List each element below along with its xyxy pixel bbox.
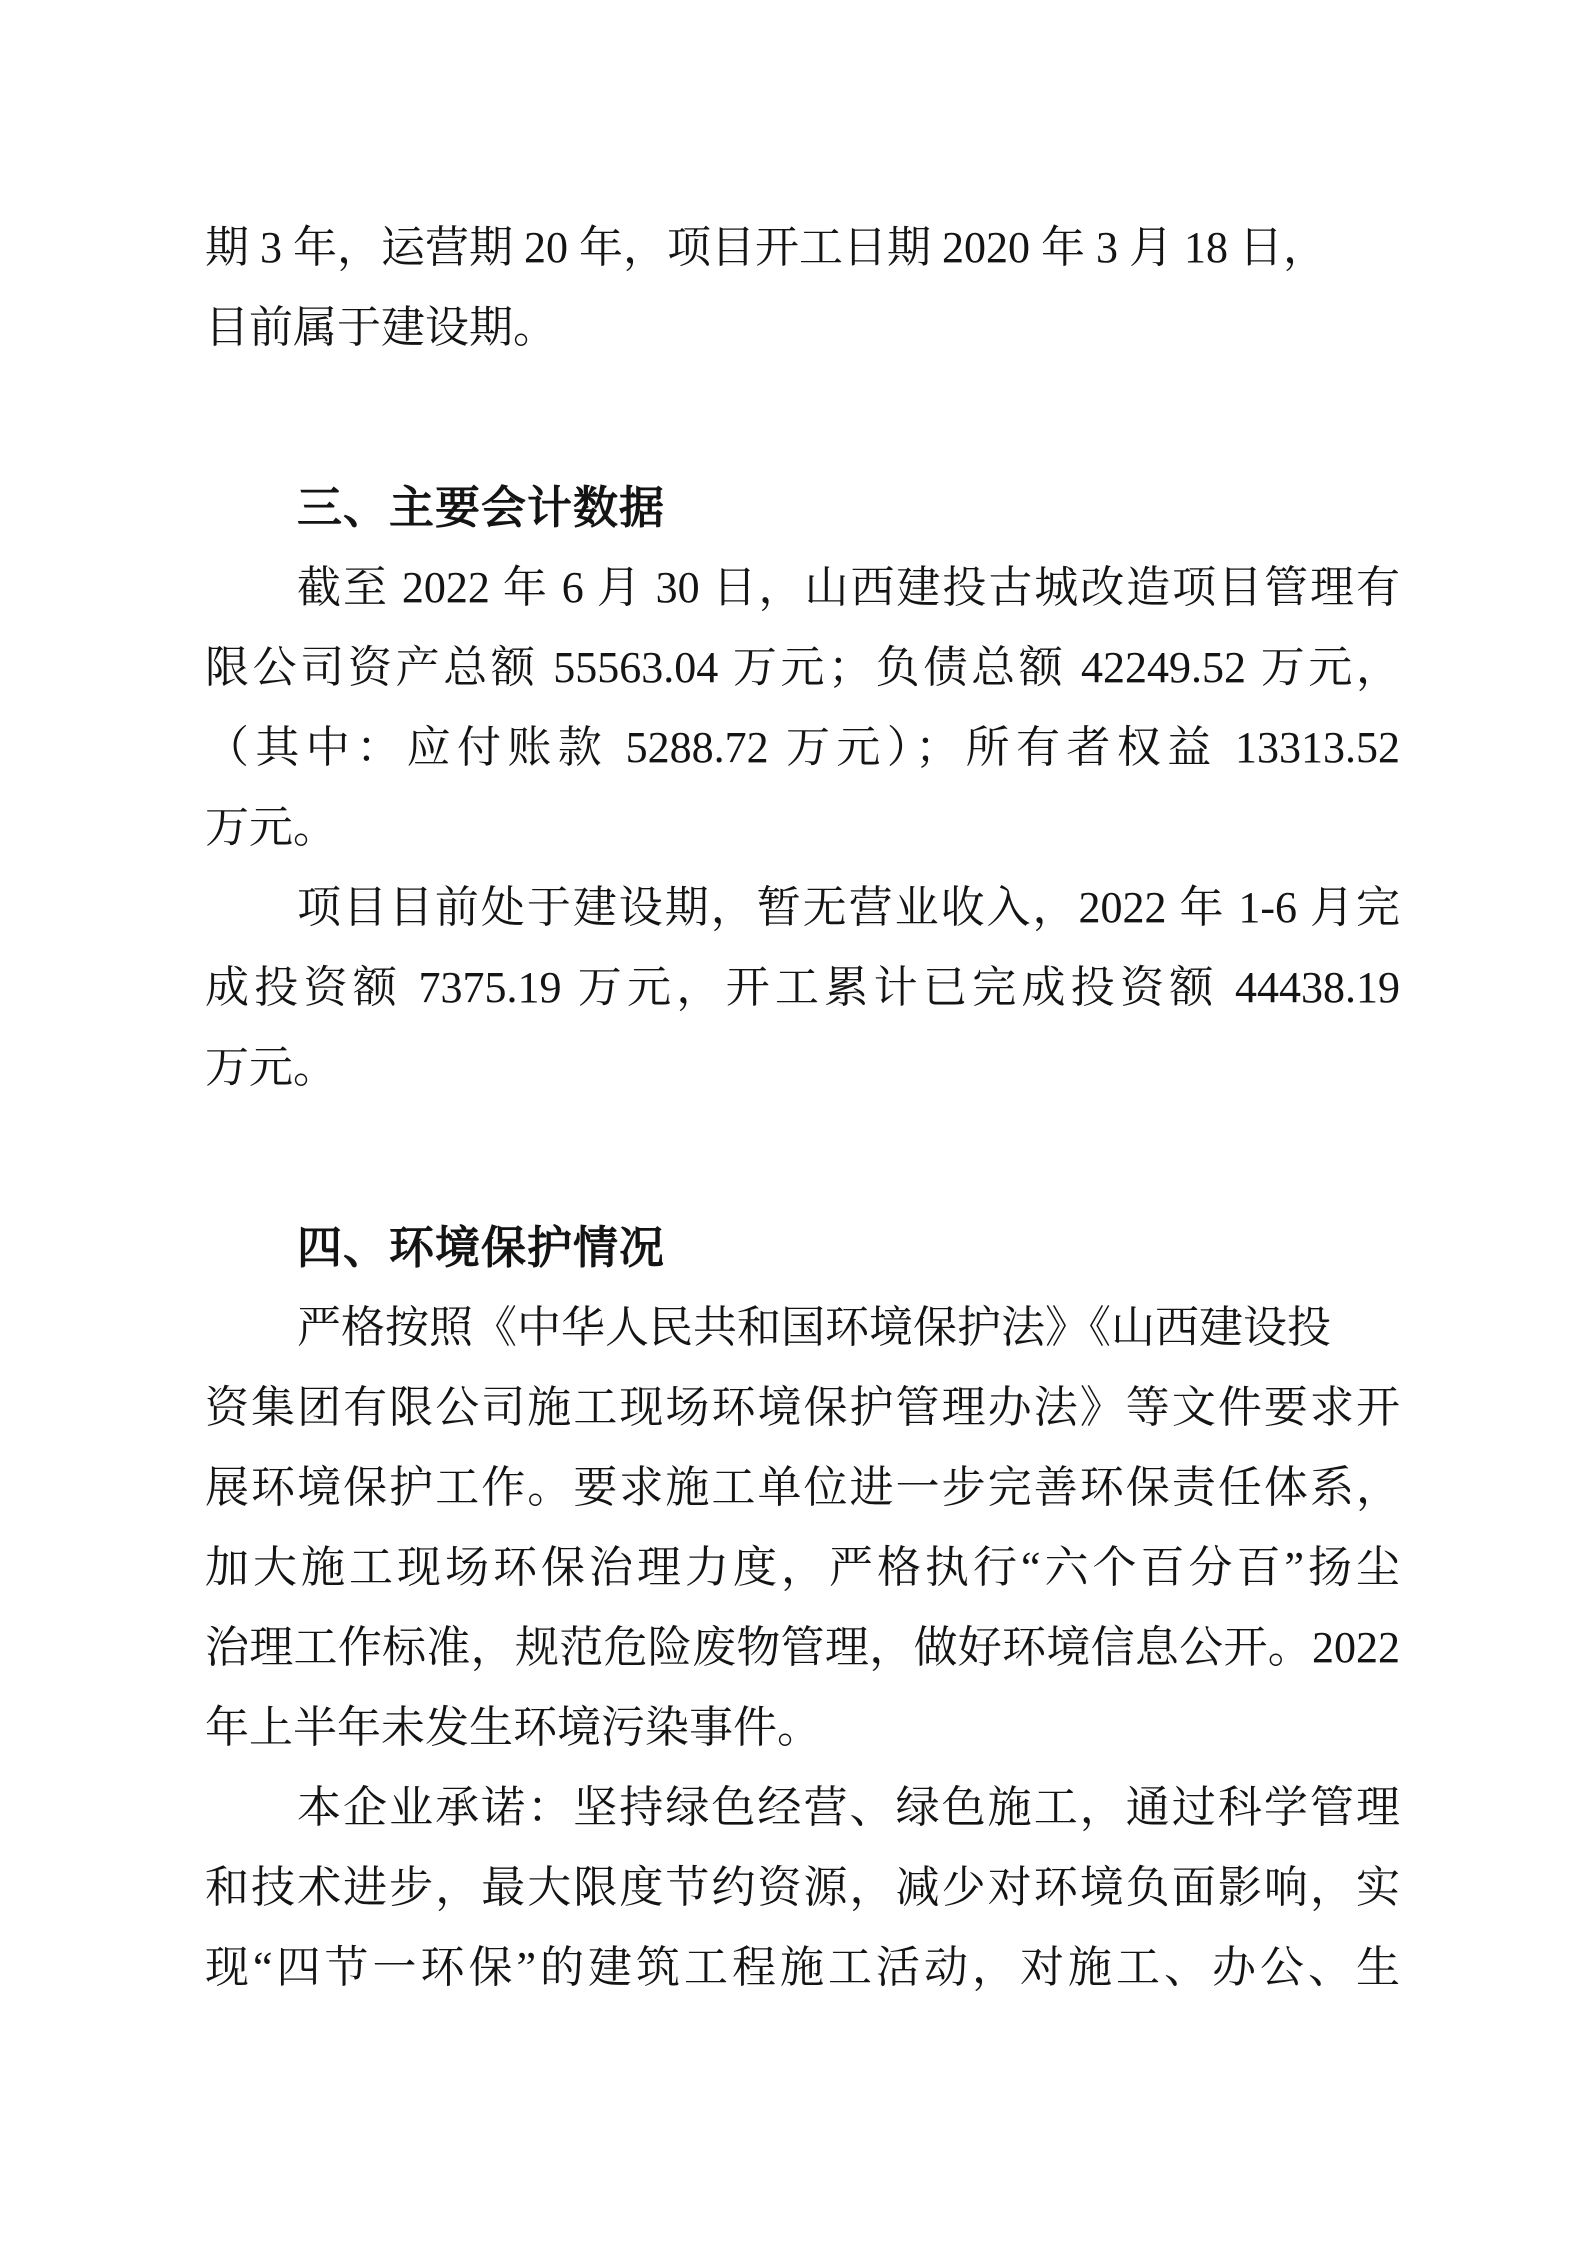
text-line: 现“四节一环保”的建筑工程施工活动，对施工、办公、生 — [205, 1943, 1400, 1992]
blank-line — [205, 1108, 1400, 1208]
text-line: 成投资额 7375.19 万元，开工累计已完成投资额 44438.19 — [205, 963, 1400, 1012]
text-line: 年上半年未发生环境污染事件。 — [205, 1703, 821, 1752]
document-body — [205, 208, 1400, 2008]
text-line: 资集团有限公司施工现场环境保护管理办法》等文件要求开 — [205, 1383, 1400, 1432]
text-line: 截至 2022 年 6 月 30 日，山西建投古城改造项目管理有 — [297, 563, 1400, 612]
text-line: 期 3 年，运营期 20 年，项目开工日期 2020 年 3 月 18 日， — [205, 223, 1327, 272]
text-line: 和技术进步，最大限度节约资源，减少对环境负面影响，实 — [205, 1863, 1400, 1912]
text-line: 项目目前处于建设期，暂无营业收入，2022 年 1-6 月完 — [297, 883, 1400, 932]
text-line: 治理工作标准，规范危险废物管理，做好环境信息公开。2022 — [205, 1623, 1400, 1672]
text-line: 万元。 — [205, 803, 337, 852]
text-line: （其中：应付账款 5288.72 万元）；所有者权益 13313.52 — [205, 723, 1400, 772]
text-line: 严格按照《中华人民共和国环境保护法》《山西建设投 — [297, 1303, 1331, 1352]
text-line: 加大施工现场环保治理力度，严格执行“六个百分百”扬尘 — [205, 1543, 1400, 1592]
section-heading: 四、环境保护情况 — [297, 1222, 666, 1273]
text-line: 展环境保护工作。要求施工单位进一步完善环保责任体系， — [205, 1463, 1400, 1512]
text-line: 本企业承诺：坚持绿色经营、绿色施工，通过科学管理 — [297, 1783, 1400, 1832]
text-line: 目前属于建设期。 — [205, 303, 557, 352]
text-line: 万元。 — [205, 1043, 337, 1092]
section-heading: 三、主要会计数据 — [297, 482, 666, 533]
blank-line — [205, 368, 1400, 468]
text-line: 限公司资产总额 55563.04 万元；负债总额 42249.52 万元， — [205, 643, 1400, 692]
